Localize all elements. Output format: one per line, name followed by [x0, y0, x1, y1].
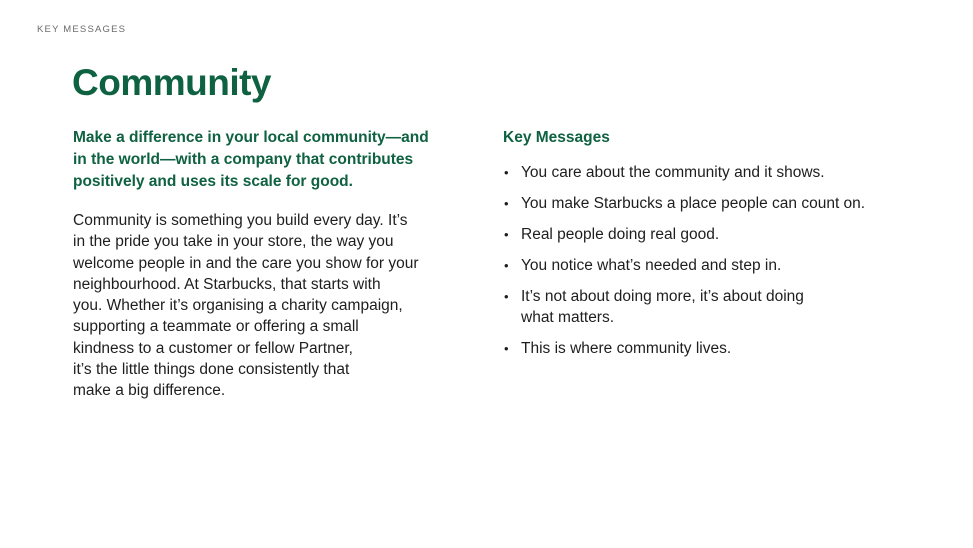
body-line: supporting a teammate or offering a small	[73, 318, 359, 336]
key-message-item	[503, 255, 943, 276]
bullet-icon: •	[504, 227, 509, 242]
body-line: neighbourhood. At Starbucks, that starts with	[73, 275, 381, 293]
bullet-icon: •	[504, 258, 509, 273]
bullet-icon: •	[504, 165, 509, 180]
bullet-icon: •	[504, 289, 509, 304]
body-line: make a big difference.	[73, 382, 226, 400]
bullet-icon: •	[504, 196, 509, 211]
key-message-item	[503, 224, 943, 245]
lead-line: Make a difference in your local community—and	[73, 129, 429, 146]
key-messages-heading: Key Messages	[503, 129, 610, 146]
key-message-text	[521, 224, 943, 245]
body-line: in the pride you take in your store, the way you	[73, 233, 394, 251]
body-line: Community is something you build every day. It’s	[73, 212, 408, 229]
key-message-line: This is where community lives.	[521, 340, 732, 357]
key-message-line: You care about the community and it shows.	[521, 164, 825, 181]
lead-statement	[73, 127, 493, 193]
body-paragraph	[73, 210, 493, 402]
key-message-item	[503, 162, 943, 183]
key-message-line: Real people doing real good.	[521, 226, 720, 243]
key-messages-list	[503, 162, 943, 359]
body-line: kindness to a customer or fellow Partner,	[73, 339, 353, 357]
key-message-text	[521, 286, 943, 328]
key-message-line: You notice what’s needed and step in.	[521, 257, 782, 274]
key-message-item	[503, 286, 943, 328]
key-message-item	[503, 338, 943, 359]
bullet-icon: •	[504, 341, 509, 356]
key-message-text	[521, 162, 943, 183]
key-messages-column	[503, 127, 943, 369]
key-message-text	[521, 338, 943, 359]
lead-line: positively and uses its scale for good.	[73, 173, 353, 190]
key-message-line: You make Starbucks a place people can count on.	[521, 195, 866, 212]
left-column	[73, 127, 493, 402]
key-message-line: It’s not about doing more, it’s about doing	[521, 288, 804, 305]
key-message-text	[521, 255, 943, 276]
page-title: Community	[72, 62, 271, 103]
key-message-line: what matters.	[521, 309, 615, 326]
body-line: it’s the little things done consistently that	[73, 361, 350, 379]
section-label: KEY MESSAGES	[37, 24, 127, 35]
body-line: you. Whether it’s organising a charity campaign,	[73, 297, 403, 315]
lead-line: in the world—with a company that contributes	[73, 151, 414, 168]
key-message-item	[503, 193, 943, 214]
body-line: welcome people in and the care you show for your	[73, 254, 419, 272]
key-message-text	[521, 193, 943, 214]
